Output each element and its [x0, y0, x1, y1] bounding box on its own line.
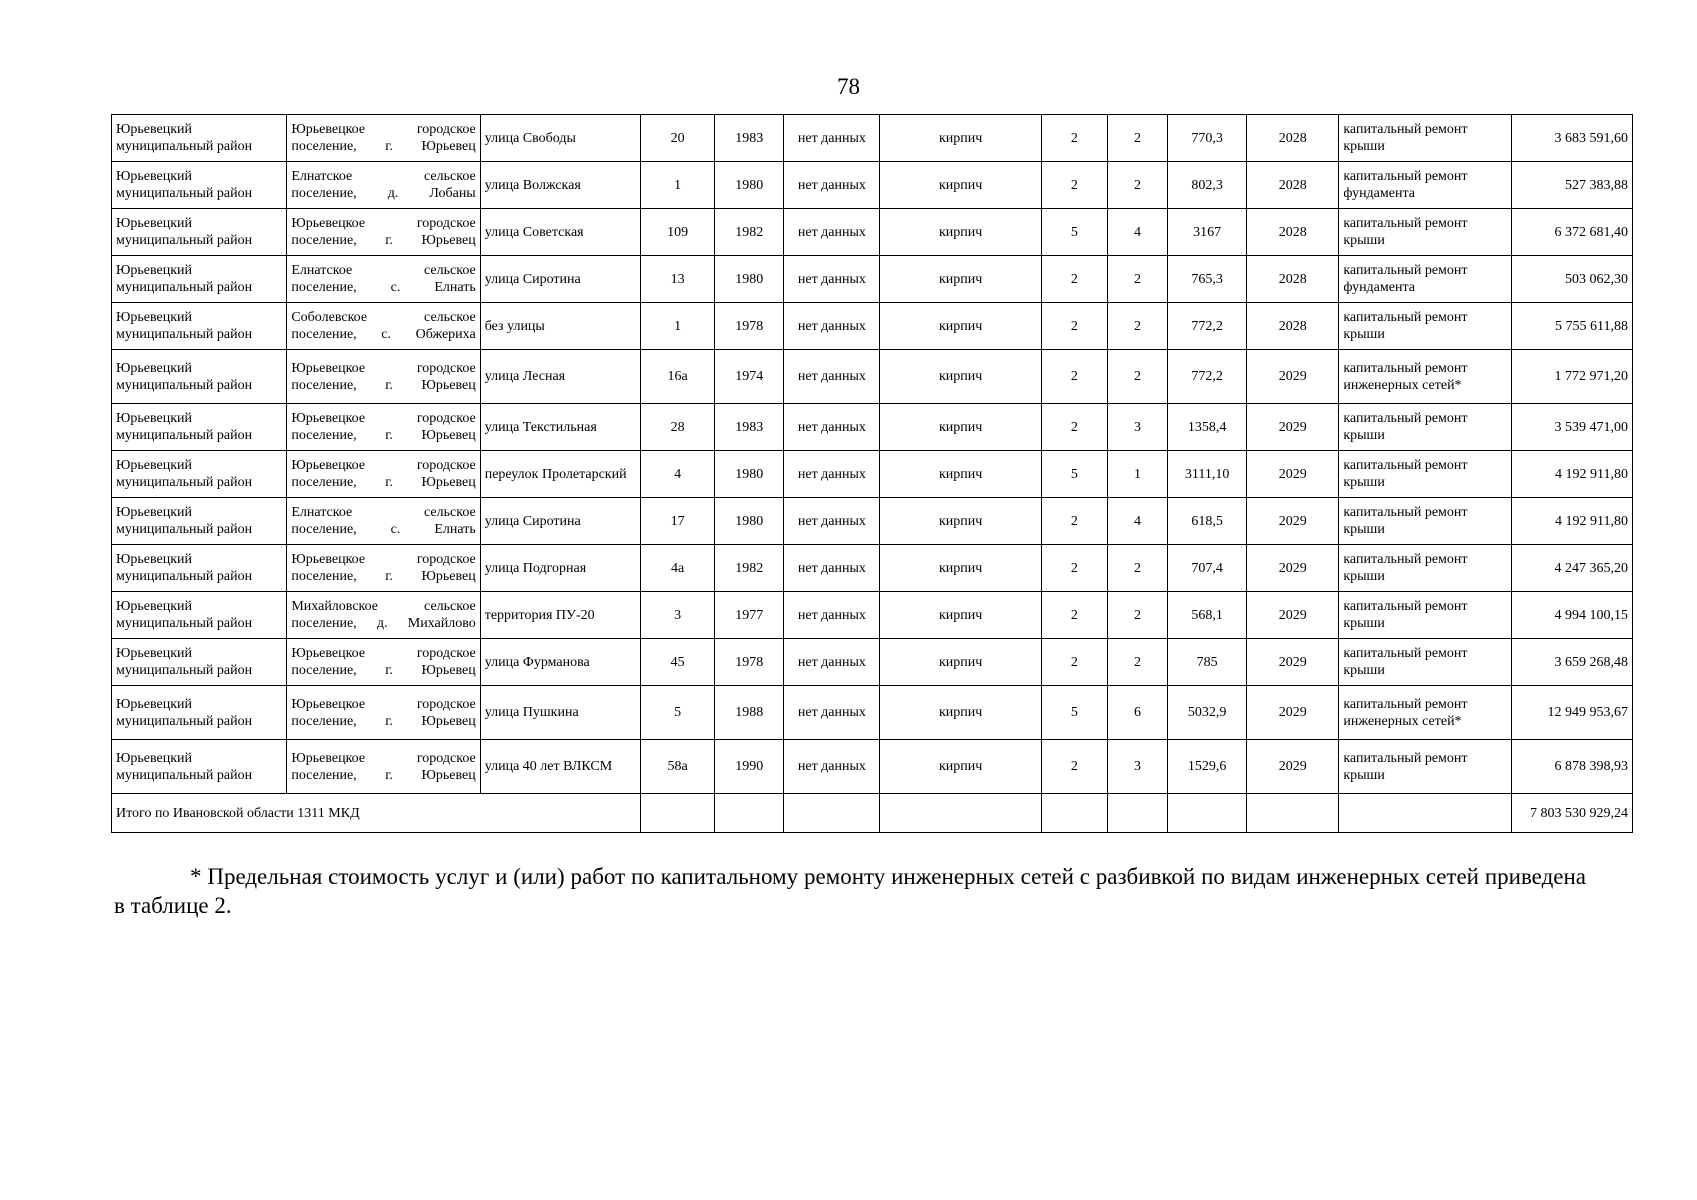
house-number-cell: 1 [641, 303, 715, 350]
wall-material-cell: кирпич [880, 686, 1041, 740]
street-cell: улица Подгорная [480, 545, 640, 592]
work-type-cell: капитальный ремонт фундамента [1339, 256, 1511, 303]
value-cell: нет данных [784, 686, 880, 740]
cost-cell: 4 994 100,15 [1511, 592, 1632, 639]
entrances-cell: 3 [1107, 740, 1167, 794]
work-type-cell: капитальный ремонт крыши [1339, 209, 1511, 256]
district-cell: Юрьевецкий муниципальный район [112, 740, 287, 794]
street-cell: улица Сиротина [480, 256, 640, 303]
wall-material-cell: кирпич [880, 451, 1041, 498]
house-number-cell: 45 [641, 639, 715, 686]
area-cell: 3167 [1168, 209, 1247, 256]
settlement-line: Юрьевецкое городское [291, 750, 476, 766]
settlement-cell [287, 639, 480, 686]
settlement-line: Соболевское сельское [291, 310, 476, 325]
value-cell: нет данных [784, 740, 880, 794]
house-number-cell: 13 [641, 256, 715, 303]
settlement-line: Юрьевецкое городское [291, 360, 476, 376]
area-cell: 618,5 [1168, 498, 1247, 545]
year-cell: 1988 [715, 686, 784, 740]
plan-year-cell: 2029 [1247, 592, 1339, 639]
wall-material-cell: кирпич [880, 498, 1041, 545]
settlement-line: Юрьевецкое городское [291, 216, 476, 231]
value-cell: нет данных [784, 545, 880, 592]
settlement-line: Юрьевецкое городское [291, 411, 476, 426]
house-number-cell: 16а [641, 350, 715, 404]
work-type-cell: капитальный ремонт инженерных сетей* [1339, 686, 1511, 740]
plan-year-cell: 2029 [1247, 639, 1339, 686]
value-cell: нет данных [784, 256, 880, 303]
street-cell: улица Волжская [480, 162, 640, 209]
cost-cell: 5 755 611,88 [1511, 303, 1632, 350]
work-type-cell: капитальный ремонт крыши [1339, 545, 1511, 592]
floors-cell: 2 [1041, 162, 1107, 209]
table-row [112, 451, 1633, 498]
entrances-cell: 2 [1107, 545, 1167, 592]
cost-cell: 503 062,30 [1511, 256, 1632, 303]
work-type-cell: капитальный ремонт фундамента [1339, 162, 1511, 209]
year-cell: 1980 [715, 451, 784, 498]
wall-material-cell: кирпич [880, 404, 1041, 451]
year-cell: 1978 [715, 639, 784, 686]
settlement-line: поселение, с. Елнать [291, 522, 476, 537]
settlement-cell [287, 303, 480, 350]
work-type-cell: капитальный ремонт крыши [1339, 740, 1511, 794]
district-cell: Юрьевецкий муниципальный район [112, 256, 287, 303]
area-cell: 1358,4 [1168, 404, 1247, 451]
value-cell: нет данных [784, 639, 880, 686]
district-cell: Юрьевецкий муниципальный район [112, 545, 287, 592]
area-cell: 770,3 [1168, 115, 1247, 162]
wall-material-cell: кирпич [880, 162, 1041, 209]
district-cell: Юрьевецкий муниципальный район [112, 162, 287, 209]
table-cell [1041, 794, 1107, 833]
plan-year-cell: 2028 [1247, 162, 1339, 209]
table-row [112, 592, 1633, 639]
floors-cell: 2 [1041, 545, 1107, 592]
table-cell [880, 794, 1041, 833]
work-type-cell: капитальный ремонт крыши [1339, 303, 1511, 350]
street-cell: улица 40 лет ВЛКСМ [480, 740, 640, 794]
table-row [112, 404, 1633, 451]
plan-year-cell: 2029 [1247, 350, 1339, 404]
table-cell [641, 794, 715, 833]
cost-cell: 1 772 971,20 [1511, 350, 1632, 404]
cost-cell: 527 383,88 [1511, 162, 1632, 209]
plan-year-cell: 2028 [1247, 209, 1339, 256]
plan-year-cell: 2028 [1247, 303, 1339, 350]
settlement-line: поселение, д. Михайлово [291, 616, 476, 631]
wall-material-cell: кирпич [880, 639, 1041, 686]
settlement-line: Юрьевецкое городское [291, 122, 476, 137]
table-cell [1339, 794, 1511, 833]
value-cell: нет данных [784, 162, 880, 209]
table-cell [1107, 794, 1167, 833]
house-number-cell: 28 [641, 404, 715, 451]
work-type-cell: капитальный ремонт крыши [1339, 639, 1511, 686]
table-row [112, 162, 1633, 209]
street-cell: переулок Пролетарский [480, 451, 640, 498]
year-cell: 1980 [715, 256, 784, 303]
area-cell: 568,1 [1168, 592, 1247, 639]
floors-cell: 2 [1041, 256, 1107, 303]
table-row [112, 256, 1633, 303]
work-type-cell: капитальный ремонт инженерных сетей* [1339, 350, 1511, 404]
area-cell: 5032,9 [1168, 686, 1247, 740]
cost-cell: 4 192 911,80 [1511, 498, 1632, 545]
cost-cell: 3 659 268,48 [1511, 639, 1632, 686]
page-number: 78 [837, 74, 860, 99]
house-number-cell: 4 [641, 451, 715, 498]
table-cell [1168, 794, 1247, 833]
settlement-line: Елнатское сельское [291, 263, 476, 278]
wall-material-cell: кирпич [880, 350, 1041, 404]
year-cell: 1974 [715, 350, 784, 404]
house-number-cell: 20 [641, 115, 715, 162]
table-row [112, 545, 1633, 592]
value-cell: нет данных [784, 115, 880, 162]
entrances-cell: 2 [1107, 115, 1167, 162]
table-cell [1247, 794, 1339, 833]
cost-cell: 3 539 471,00 [1511, 404, 1632, 451]
plan-year-cell: 2028 [1247, 115, 1339, 162]
wall-material-cell: кирпич [880, 209, 1041, 256]
settlement-line: Юрьевецкое городское [291, 458, 476, 473]
street-cell: улица Лесная [480, 350, 640, 404]
table-cell [784, 794, 880, 833]
entrances-cell: 2 [1107, 256, 1167, 303]
settlement-line: поселение, с. Обжериха [291, 327, 476, 342]
district-cell: Юрьевецкий муниципальный район [112, 592, 287, 639]
street-cell: улица Свободы [480, 115, 640, 162]
house-number-cell: 1 [641, 162, 715, 209]
settlement-line: поселение, г. Юрьевец [291, 377, 476, 393]
wall-material-cell: кирпич [880, 303, 1041, 350]
work-type-cell: капитальный ремонт крыши [1339, 115, 1511, 162]
work-type-cell: капитальный ремонт крыши [1339, 451, 1511, 498]
buildings-table [111, 114, 1633, 833]
table-cell [715, 794, 784, 833]
cost-cell: 6 878 398,93 [1511, 740, 1632, 794]
table-row [112, 686, 1633, 740]
entrances-cell: 4 [1107, 209, 1167, 256]
entrances-cell: 2 [1107, 303, 1167, 350]
settlement-cell [287, 162, 480, 209]
house-number-cell: 17 [641, 498, 715, 545]
floors-cell: 5 [1041, 209, 1107, 256]
wall-material-cell: кирпич [880, 545, 1041, 592]
year-cell: 1978 [715, 303, 784, 350]
street-cell: улица Сиротина [480, 498, 640, 545]
entrances-cell: 1 [1107, 451, 1167, 498]
year-cell: 1983 [715, 404, 784, 451]
settlement-cell [287, 451, 480, 498]
settlement-line: поселение, г. Юрьевец [291, 663, 476, 678]
settlement-line: Михайловское сельское [291, 599, 476, 614]
entrances-cell: 4 [1107, 498, 1167, 545]
work-type-cell: капитальный ремонт крыши [1339, 498, 1511, 545]
total-label: Итого по Ивановской области 1311 МКД [112, 794, 641, 833]
street-cell: улица Текстильная [480, 404, 640, 451]
settlement-cell [287, 350, 480, 404]
total-row [112, 794, 1633, 833]
floors-cell: 5 [1041, 686, 1107, 740]
area-cell: 785 [1168, 639, 1247, 686]
area-cell: 772,2 [1168, 303, 1247, 350]
street-cell: без улицы [480, 303, 640, 350]
wall-material-cell: кирпич [880, 740, 1041, 794]
floors-cell: 2 [1041, 740, 1107, 794]
year-cell: 1977 [715, 592, 784, 639]
value-cell: нет данных [784, 404, 880, 451]
table-row [112, 115, 1633, 162]
year-cell: 1982 [715, 545, 784, 592]
cost-cell: 4 192 911,80 [1511, 451, 1632, 498]
settlement-cell [287, 498, 480, 545]
street-cell: улица Советская [480, 209, 640, 256]
floors-cell: 2 [1041, 350, 1107, 404]
value-cell: нет данных [784, 498, 880, 545]
floors-cell: 2 [1041, 592, 1107, 639]
work-type-cell: капитальный ремонт крыши [1339, 404, 1511, 451]
area-cell: 802,3 [1168, 162, 1247, 209]
year-cell: 1980 [715, 498, 784, 545]
district-cell: Юрьевецкий муниципальный район [112, 303, 287, 350]
year-cell: 1990 [715, 740, 784, 794]
district-cell: Юрьевецкий муниципальный район [112, 115, 287, 162]
floors-cell: 2 [1041, 303, 1107, 350]
floors-cell: 2 [1041, 639, 1107, 686]
table-row [112, 303, 1633, 350]
settlement-cell [287, 404, 480, 451]
year-cell: 1983 [715, 115, 784, 162]
area-cell: 765,3 [1168, 256, 1247, 303]
table-row [112, 350, 1633, 404]
house-number-cell: 109 [641, 209, 715, 256]
value-cell: нет данных [784, 209, 880, 256]
settlement-line: поселение, г. Юрьевец [291, 569, 476, 584]
table-body [112, 115, 1633, 794]
district-cell: Юрьевецкий муниципальный район [112, 350, 287, 404]
value-cell: нет данных [784, 451, 880, 498]
plan-year-cell: 2028 [1247, 256, 1339, 303]
district-cell: Юрьевецкий муниципальный район [112, 686, 287, 740]
year-cell: 1980 [715, 162, 784, 209]
settlement-cell [287, 740, 480, 794]
work-type-cell: капитальный ремонт крыши [1339, 592, 1511, 639]
district-cell: Юрьевецкий муниципальный район [112, 639, 287, 686]
settlement-line: поселение, г. Юрьевец [291, 767, 476, 783]
table-row [112, 498, 1633, 545]
year-cell: 1982 [715, 209, 784, 256]
street-cell: улица Фурманова [480, 639, 640, 686]
plan-year-cell: 2029 [1247, 686, 1339, 740]
entrances-cell: 2 [1107, 350, 1167, 404]
plan-year-cell: 2029 [1247, 740, 1339, 794]
settlement-line: поселение, с. Елнать [291, 280, 476, 295]
table-row [112, 639, 1633, 686]
entrances-cell: 2 [1107, 162, 1167, 209]
settlement-cell [287, 256, 480, 303]
settlement-line: поселение, г. Юрьевец [291, 713, 476, 729]
settlement-line: поселение, г. Юрьевец [291, 233, 476, 248]
settlement-line: поселение, д. Лобаны [291, 186, 476, 201]
plan-year-cell: 2029 [1247, 404, 1339, 451]
entrances-cell: 3 [1107, 404, 1167, 451]
total-cost: 7 803 530 929,24 [1511, 794, 1632, 833]
floors-cell: 2 [1041, 404, 1107, 451]
settlement-line: Юрьевецкое городское [291, 552, 476, 567]
settlement-cell [287, 592, 480, 639]
plan-year-cell: 2029 [1247, 451, 1339, 498]
value-cell: нет данных [784, 592, 880, 639]
area-cell: 772,2 [1168, 350, 1247, 404]
settlement-line: Юрьевецкое городское [291, 696, 476, 712]
street-cell: улица Пушкина [480, 686, 640, 740]
cost-cell: 12 949 953,67 [1511, 686, 1632, 740]
wall-material-cell: кирпич [880, 592, 1041, 639]
settlement-line: поселение, г. Юрьевец [291, 475, 476, 490]
house-number-cell: 5 [641, 686, 715, 740]
plan-year-cell: 2029 [1247, 498, 1339, 545]
area-cell: 3111,10 [1168, 451, 1247, 498]
entrances-cell: 2 [1107, 639, 1167, 686]
settlement-cell [287, 545, 480, 592]
settlement-line: поселение, г. Юрьевец [291, 428, 476, 443]
floors-cell: 5 [1041, 451, 1107, 498]
value-cell: нет данных [784, 350, 880, 404]
wall-material-cell: кирпич [880, 115, 1041, 162]
settlement-cell [287, 115, 480, 162]
cost-cell: 3 683 591,60 [1511, 115, 1632, 162]
area-cell: 1529,6 [1168, 740, 1247, 794]
settlement-line: поселение, г. Юрьевец [291, 139, 476, 154]
settlement-line: Елнатское сельское [291, 169, 476, 184]
table-row [112, 209, 1633, 256]
district-cell: Юрьевецкий муниципальный район [112, 404, 287, 451]
table-row [112, 740, 1633, 794]
district-cell: Юрьевецкий муниципальный район [112, 209, 287, 256]
value-cell: нет данных [784, 303, 880, 350]
settlement-cell [287, 209, 480, 256]
entrances-cell: 2 [1107, 592, 1167, 639]
area-cell: 707,4 [1168, 545, 1247, 592]
settlement-cell [287, 686, 480, 740]
plan-year-cell: 2029 [1247, 545, 1339, 592]
settlement-line: Елнатское сельское [291, 505, 476, 520]
wall-material-cell: кирпич [880, 256, 1041, 303]
entrances-cell: 6 [1107, 686, 1167, 740]
district-cell: Юрьевецкий муниципальный район [112, 498, 287, 545]
street-cell: территория ПУ-20 [480, 592, 640, 639]
cost-cell: 4 247 365,20 [1511, 545, 1632, 592]
district-cell: Юрьевецкий муниципальный район [112, 451, 287, 498]
footnote: * Предельная стоимость услуг и (или) работ по капитальному ремонту инженерных сетей с разбивкой по видам инженерных сетей приведена в таблице 2. [114, 864, 1586, 918]
cost-cell: 6 372 681,40 [1511, 209, 1632, 256]
floors-cell: 2 [1041, 498, 1107, 545]
house-number-cell: 4а [641, 545, 715, 592]
floors-cell: 2 [1041, 115, 1107, 162]
house-number-cell: 3 [641, 592, 715, 639]
house-number-cell: 58а [641, 740, 715, 794]
settlement-line: Юрьевецкое городское [291, 646, 476, 661]
